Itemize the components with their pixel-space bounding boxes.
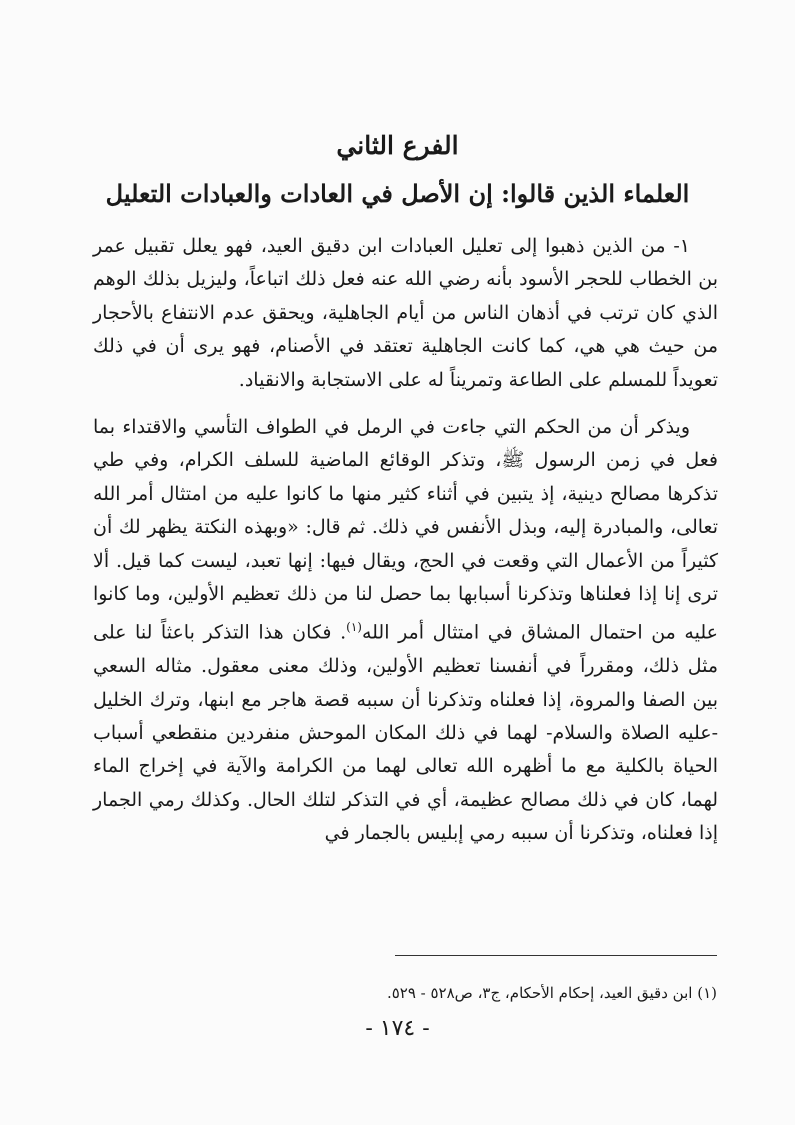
footnote-text: ابن دقيق العيد، إحكام الأحكام، ج٣، ص٥٢٨ - ٥٢٩. [386,984,693,1002]
paragraph-2-text-b: . فكان هذا التذكر باعثاً لنا على مثل ذلك، ومقرراً في أنفسنا تعظيم الأولين، وذلك معنى معقول. مثاله السعي بين الصفا والمروة، إذا فعلناه وتذكرنا أن سببه قصة هاجر مع ابنها، وترك الخليل -عليه الصلاة والسلام- لهما في ذلك المكان الموحش منفردين منقطعي أسباب الحياة بالكلية مع ما أظهره الله تعالى لهما من الكرامة والآية في إخراج الماء لهما، كان في ذلك مصالح عظيمة، أي في التذكر لتلك الحال. وكذلك رمي الجمار إذا فعلناه، وتذكرنا أن سببه رمي إبليس بالجمار في [93,621,718,845]
footnote-reference[interactable]: (١) [346,620,362,635]
paragraph-1: ١- من الذين ذهبوا إلى تعليل العبادات ابن دقيق العيد، فهو يعلل تقبيل عمر بن الخطاب للحجر الأسود بأنه رضي الله عنه فعل ذلك اتباعاً، وليزيل بذلك الوهم الذي كان ترتب في أذهان الناس من أيام الجاهلية، ويحقق عدم الانتفاع بالأحجار من حيث هي هي، كما كانت الجاهلية تعتقد في الأصنام، فهو يرى أن في ذلك تعويداً للمسلم على الطاعة وتمريناً له على الاستجابة والانقياد. [93,235,718,391]
body-text [93,230,718,851]
footnote-marker: (١) [697,984,717,1002]
paragraph-2 [93,411,718,851]
footnote-divider [395,955,717,956]
paragraph-2-text-a: ويذكر أن من الحكم التي جاءت في الرمل في الطواف التأسي والاقتداء بما فعل في زمن الرسول ﷺ، وتذكر الوقائع الماضية للسلف الكرام، وفي طي تذكرها مصالح دينية، إذ يتبين في أثناء كثير منها ما كانوا عليه من امتثال أمر الله تعالى، والمبادرة إليه، وبذل الأنفس في ذلك. ثم قال: «وبهذه النكتة يظهر لك أن كثيراً من الأعمال التي وقعت في الحج، ويقال فيها: إنها تعبد، ليست كما قيل. ألا ترى إنا إذا فعلناها وتذكرنا أسبابها بما حصل لنا من ذلك تعظيم الأولين، وما كانوا عليه من احتمال المشاق في امتثال أمر الله [93,416,718,644]
footnote [90,982,717,1004]
section-title: الفرع الثاني [336,131,459,160]
section-subtitle: العلماء الذين قالوا: إن الأصل في العادات والعبادات التعليل [105,179,690,208]
page-number: - ١٧٤ - [365,1016,430,1041]
